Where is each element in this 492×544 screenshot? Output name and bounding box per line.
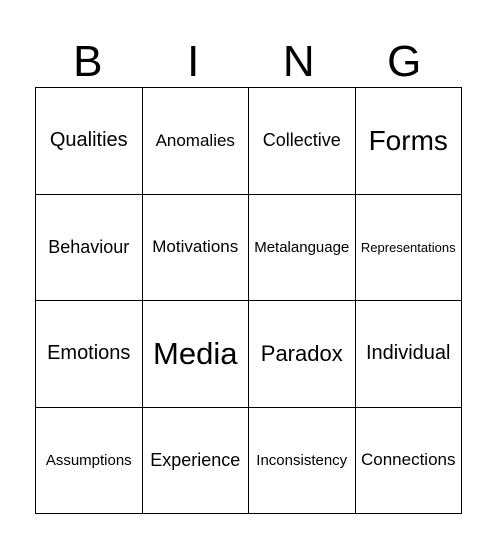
bingo-cell-experience[interactable]: Experience [142, 407, 249, 514]
bingo-board [35, 87, 462, 514]
board-row-3 [36, 301, 462, 408]
bingo-cell-media[interactable]: Media [142, 301, 249, 408]
header-letter-b: B [73, 37, 103, 86]
bingo-cell-behaviour[interactable]: Behaviour [36, 194, 143, 301]
bingo-cell-connections[interactable]: Connections [355, 407, 462, 514]
bingo-cell-motivations[interactable]: Motivations [142, 194, 249, 301]
board-row-2 [36, 194, 462, 301]
bingo-cell-representations[interactable]: Representations [355, 194, 462, 301]
bingo-cell-metalanguage[interactable]: Metalanguage [249, 194, 356, 301]
board-row-4 [36, 407, 462, 514]
header-letter-g: G [387, 37, 422, 86]
bingo-cell-emotions[interactable]: Emotions [36, 301, 143, 408]
board-row-1 [36, 88, 462, 195]
header-letter-n: N [282, 37, 315, 86]
bingo-cell-anomalies[interactable]: Anomalies [142, 88, 249, 195]
bingo-cell-paradox[interactable]: Paradox [249, 301, 356, 408]
bingo-cell-forms[interactable]: Forms [355, 88, 462, 195]
bingo-header [35, 36, 457, 88]
bingo-cell-qualities[interactable]: Qualities [36, 88, 143, 195]
header-letter-i: I [187, 37, 200, 86]
bingo-cell-assumptions[interactable]: Assumptions [36, 407, 143, 514]
bingo-cell-individual[interactable]: Individual [355, 301, 462, 408]
bingo-cell-collective[interactable]: Collective [249, 88, 356, 195]
bingo-cell-inconsistency[interactable]: Inconsistency [249, 407, 356, 514]
